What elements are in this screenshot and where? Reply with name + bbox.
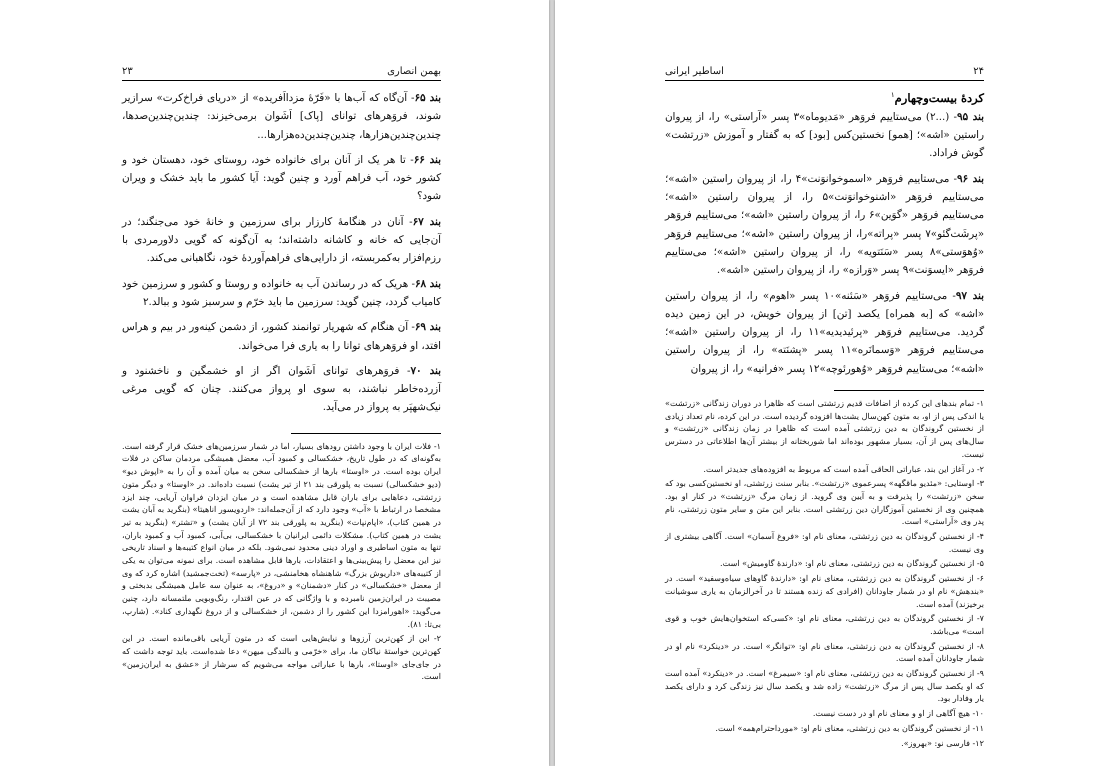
- footnote: ۱- فلات ایران با وجود داشتن رودهای بسیار، اما در شمار سرزمین‌های خشک قرار گرفته است. به‌گونه‌ای که در طول تاریخ، خشکسالی و کمبود آب، معضل همیشگی مردمان ساکن در فلات ایران بوده است. در «اوستا» بارها از خشکسالی سخن به میان آمده و آن را به «اپوش دیو» (دیو خشکسالی) نسبت به پلورقی بند ۲۱ از تیر یشت) نسبت داده‌اند. در «اوستا» و دیگر متون زرتشتی، دعاهایی برای باران قابل مشاهده است و در میان ایزدان فراوان آریایی، چند ایزد مشخصا در ارتباط با «آب» وجود دارد که از آن‌جمله‌اند: «اردویسور اناهیتا» (بنگرید به آبان یشت در همین کتاب)، «اپام‌نپات» (بنگرید به پلورقی بند ۷۲ از آبان یشت) و «تشتر» (بنگرید به تیر یشت در همین کتاب). مشکلات دائمی ایرانیان با خشکسالی، بی‌آبی، کمبود آب و کمبود باران، تنها به متون اساطیری و اوراد دینی محدود نمی‌شود. بلکه در میان انواع کتیبه‌ها و اسناد تاریخی نیز این معضل را پیش‌بینی‌ها و اعتقادات، بارها قابل مشاهده است. برای نمونه می‌توان به یکی از کتیبه‌های «داریوش بزرگ» شاهنشاه هخامنشی، در «پارسه» (تخت‌جمشید) اشاره کرد که وی از معضل «خشکسالی» در کنار «دشمنان» و «دروغ»، به عنوان سه عامل همیشگی بدبختی و مصیبت در ایران‌زمین نامبرده و با واژگانی که در عین اقتدار، رنگ‌وبویی ملتمسانه دارد، چنین می‌گوید: «اهورامزدا این کشور را از دشمن، از خشکسالی و از دروغ نگهداری کناد». (شارپ، بی‌تا: ۸۱).: [122, 440, 441, 629]
- footnote-rule: [291, 433, 441, 434]
- verse-text: - آنان در هنگامهٔ کارزار برای سرزمین و خانهٔ خود می‌جنگند؛ در آن‌جایی که خانه و کاشانه داشته‌اند؛ به آن‌گونه که گویی دلاورمردی با رزم‌افزار به‌کمربسته، از دارایی‌های فراهم‌آوردهٔ خود، نگاهبانی می‌کند.: [122, 215, 441, 265]
- verse-text: - هریک که در رساندن آب به خانواده و روستا و کشور و سرزمین خود کامیاب گردد، چنین گوید: سرزمین ما باید خرّم و سرسبز شود و ببالد.۲: [122, 277, 441, 308]
- verse-text: - فروَهرهای توانای اَشَوان اگر از او خشمگین و ناخشنود و آزرده‌خاطر نباشند، به سوی او پرواز می‌کنند. چنان که گویی مرغی نیک‌شهپَر به پرواز در می‌آید.: [122, 364, 441, 414]
- section-title-note: ۱: [890, 91, 895, 99]
- verse-label: بند ۶۶: [413, 153, 442, 166]
- footnote-rule: [834, 390, 984, 391]
- footnote: ۷- از نخستین گروندگان به دین زرتشتی، معنای نام او: «کسی‌که استخوان‌هایش خوب و قوی است» می‌باشد.: [665, 613, 984, 636]
- footnote: ۱۱- از نخستین گروندگان به دین زرتشتی، معنای نام او: «مورداحترام‌همه» است.: [715, 722, 984, 733]
- page-right: [555, 0, 1099, 766]
- right-page-body: [665, 66, 984, 751]
- verse-label: بند ۶۵: [414, 92, 441, 104]
- footnote: ۲- این از کهن‌ترین آرزوها و نیایش‌هایی است که در متون آریایی باقی‌مانده است. در این کهن‌ترین خواستهٔ نیاکان ما، برای «خرّمی و بالندگی میهن» دعا شده‌است. باید توجه داشت که در جای‌جای «اوستا»، بارها با عباراتی مواجه می‌شویم که سرشار از «عشق به ایران‌زمین» است.: [122, 633, 441, 682]
- page-number: ۲۳: [122, 66, 133, 77]
- verse-paragraph: [122, 275, 441, 312]
- verse-paragraph: [122, 89, 441, 144]
- left-footnotes: [122, 440, 441, 683]
- page-left: [0, 0, 549, 766]
- verse-paragraph: [665, 287, 984, 378]
- verse-paragraph: [665, 108, 984, 163]
- verse-text: - آن هنگام که شهریار توانمند کشور، از دشمن کینه‌ور در بیم و هراس افتد، او فروَهرهای توانا را به یاری فرا می‌خواند.: [122, 321, 441, 352]
- right-paragraphs: [665, 108, 984, 378]
- verse-text: - می‌ستاییم فروَهر «اسموخوانوَنت»۴ را، از پیروان راستین «اشه»؛ می‌ستاییم فروَهر «اشنوخوانوَنت»۵ را، از پیروان راستین «اشه»؛ می‌ستاییم فروَهر «گوَین»۶ را، از پیروان راستین «اشه»؛ می‌ستاییم فروَهر «پرشَت‌گئو»۷ پسر «پراته»را، از پیروان راستین «اشه»؛ می‌ستاییم فروَهر «وُهوَستی»۸ پسر «سَنَتویه» را، از پیروان راستین «اشه»؛ می‌ستاییم فروَهر «ایسوَنت»۹ پسر «وَرازه» را، از پیروان راستین «اشه».: [665, 172, 984, 277]
- verse-text: - می‌ستاییم فروَهر «سَئنه»۱۰ پسر «اهوم» را، از پیروان راستین «اشه» که [به همراه] یکصد [تن] از پیروان خویش، در این زمین دیده گردید. می‌ستاییم فروَهر «پرئیدیدیه»۱۱ را، از پیروان راستین «اشه»؛ می‌ستاییم فروَهر «وَسمانَره»۱۱ پسر «پشنَته» را، از پیروان راستین «اشه»؛ می‌ستاییم فروَهر «وُهورئوچه»۱۲ پسر «فرانیه» را، از پیروان: [665, 289, 985, 375]
- running-title: بهمن انصاری: [387, 66, 441, 77]
- section-title: کردهٔ بیست‌وچهارم$^۱$: [890, 90, 984, 105]
- verse-paragraph: [122, 318, 441, 355]
- footnote: ۲- در آغاز این بند، عباراتی الحاقی آمده است که مربوط به افزوده‌های جدیدتر است.: [703, 463, 984, 474]
- verse-paragraph: [665, 170, 984, 280]
- running-title: اساطیر ایرانی: [665, 66, 724, 77]
- verse-label: بند ۶۷: [412, 215, 441, 228]
- verse-label: بند ۹۵: [957, 110, 985, 123]
- verse-label: بند ۶۹: [414, 321, 441, 334]
- verse-label: بند ۶۸: [414, 277, 441, 290]
- footnote: ۶- از نخستین گروندگان به دین زرتشتی، معنای نام او: «دارندهٔ گاوهای سیاه‌وسفید» است. در «بندهش» نام او در شمار جاودانان (افرادی که زنده هستند تا در آخرالزمان به یاری سوشیانت برخیزند) آمده است.: [665, 573, 984, 609]
- verse-text: - (...۲) می‌ستاییم فروَهر «مَدیوماه»۳ پسر «آراستی» را، از پیروان راستین «اشه»؛ [همو] نخستین‌کس [بود] که به گفتار و آموزش «زرتشت» گوش فراداد.: [665, 110, 984, 160]
- footnote: ۱۲- فارسی نو: «بهروز».: [901, 737, 984, 748]
- footnote: ۱- تمام بندهای این کرده از اضافات قدیم زرتشتی است که ظاهرا در دوران زندگانی «زرتشت» یا اندکی پس از او، به متون کهن‌سال یشت‌ها افزوده گردیده است. در این کرده، نام تعداد زیادی از نخستین گروندگان به دین زرتشتی آمده است که ظاهرا در زمان زندگانی «زرتشت» و سال‌های پس از آن، بسیار مشهور بوده‌اند اما شوربختانه از بیشتر آن‌ها اطلاعاتی در دسترس نیست.: [665, 397, 984, 459]
- footnote: ۳- اوستایی: «مئدیو ماقگهه» پسرعموی «زرتشت». بنابر سنت زرتشتی، او نخستین‌کسی بود که سخن «زرتشت» را پذیرفت و به آیین وی گروید. از زمان مرگ «زرتشت» در کنار او بود. همچنین وی از نخستین آموزگاران دین زرتشتی است. بنابر این متن و سایر متون زرتشتی، نام پدر وی «آراستی» است.: [665, 478, 984, 527]
- verse-label: بند ۹۶: [956, 172, 984, 185]
- footnote: ۸- از نخستین گروندگان به دین زرتشتی، معنای نام او: «توانگر» است. در «دینکرد» نام او در شمار جاودانان آمده است.: [665, 640, 984, 664]
- verse-label: بند ۷۰: [410, 364, 441, 377]
- verse-paragraph: [122, 213, 441, 268]
- footnote: ۱۰- هیچ آگاهی از او و معنای نام او در دست نیست.: [812, 708, 984, 719]
- left-page-body: [122, 66, 441, 685]
- verse-paragraph: [122, 362, 441, 417]
- right-running-head: [665, 66, 984, 81]
- verse-text: - آن‌گاه که آب‌ها با «فَرّهٔ مزدااَفریده» از «دریای فراخ‌کرت» سرازیر شوند، فروَهرهای توانای [پاک] اَشَوان برمی‌خیزند: چندین‌چندین‌صدها، چندین‌چندین‌هزارها، چندین‌چندین‌ده‌هزارها...: [122, 92, 441, 141]
- footnote: ۹- از نخستین گروندگان به دین زرتشتی، معنای نام او: «سیمرغ» است. در «دینکرد» آمده است که او یکصد سال پس از مرگ «زرتشت» زاده شد و یکصد سال نیز زندگی کرد و دارای یکصد یار وفادار بود.: [665, 668, 984, 704]
- verse-label: بند ۹۷: [955, 289, 984, 302]
- verse-paragraph: [122, 151, 441, 206]
- left-running-head: [122, 66, 441, 81]
- footnote: ۴- از نخستین گروندگان به دین زرتشتی، معنای نام او: «فروغ آسمان» است. آگاهی بیشتری از وی نیست.: [665, 531, 984, 554]
- footnote: ۵- از نخستین گروندگان به دین زرتشتی، معنای نام او: «دارندهٔ گاومیش» است.: [720, 558, 984, 569]
- right-footnotes: [665, 397, 984, 749]
- left-paragraphs: [122, 89, 441, 417]
- verse-text: - تا هر یک از آنان برای خانواده خود، روستای خود، دهستان خود و کشور خود، آب فراهم آورد و چنین گوید: آیا کشور ما باید خشک و ویران شود؟: [122, 153, 441, 203]
- page-number: ۲۴: [973, 66, 984, 77]
